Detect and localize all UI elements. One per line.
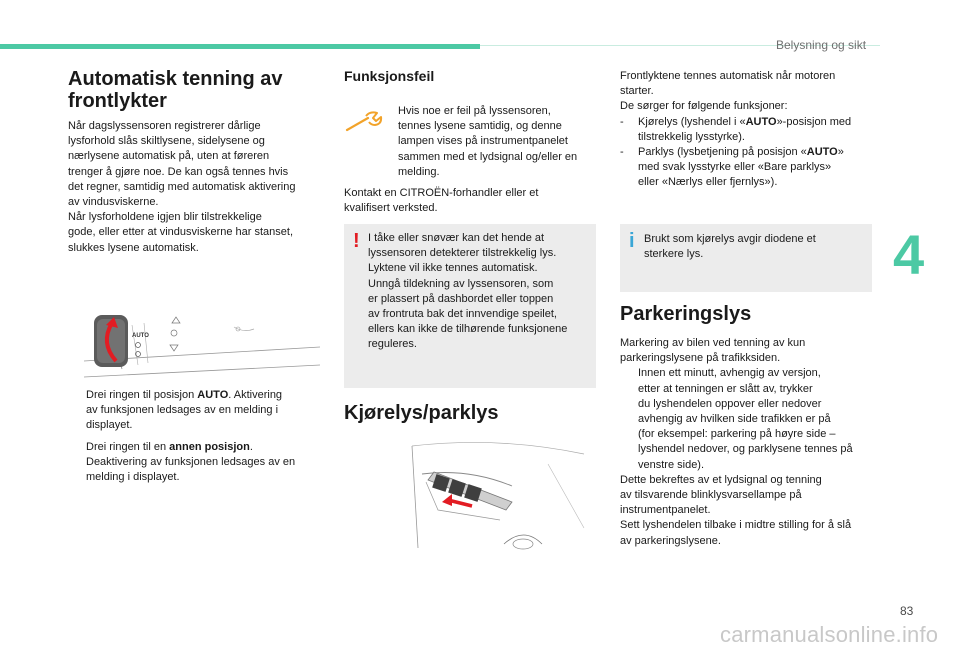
headlamp-illustration xyxy=(408,440,588,552)
text-line: av frontruta bak det innvendige speilet, xyxy=(368,308,557,321)
text-line: Når dagslyssensoren registrerer dårlige xyxy=(68,120,261,132)
text-line: parkeringslysene på trafikksiden. xyxy=(620,352,781,365)
text-line: med svak lysstyrke eller «Bare parklys» xyxy=(638,161,832,174)
text-line: starter. xyxy=(620,85,654,98)
text-line: Deaktivering av funksjonen ledsages av en xyxy=(86,456,296,469)
text-line: av parkeringslysene. xyxy=(620,534,721,547)
text-line: Hvis noe er feil på lyssensoren, xyxy=(398,105,551,117)
text-fragment: Kjørelys (lyshendel i « xyxy=(638,115,746,128)
text-line xyxy=(638,115,876,130)
text-line: trenger å gjøre noe. De kan også tennes hvis xyxy=(68,165,289,178)
text-line: du lyshendelen oppover eller nedover xyxy=(638,397,822,410)
text-fragment: » xyxy=(837,146,844,159)
text-line: (for eksempel: parkering på høyre side – xyxy=(638,428,836,441)
chapter-number: 4 xyxy=(893,223,925,286)
text-emphasis: AUTO xyxy=(197,389,229,401)
text-line xyxy=(86,388,328,403)
warning-text xyxy=(368,231,592,353)
text-line: Lyktene vil ikke tennes automatisk. xyxy=(368,262,538,275)
text-fragment: Parklys (lysbetjening på posisjon « xyxy=(638,146,807,159)
headlamp-drawing xyxy=(408,440,588,552)
bullet-other-position xyxy=(68,440,328,488)
dash-mark: - xyxy=(620,115,624,128)
title-line: frontlykter xyxy=(68,90,167,112)
text-line xyxy=(86,440,328,455)
text-line: displayet. xyxy=(86,419,133,432)
text-line xyxy=(638,145,876,160)
watermark: carmanualsonline.info xyxy=(720,622,939,647)
text-line: tennes lysene samtidig, og denne xyxy=(398,120,562,133)
fault-paragraph xyxy=(398,104,598,180)
text-line: av vindusviskerne. xyxy=(68,196,159,209)
text-line: Sett lyshendelen tilbake i midtre stilling for å slå xyxy=(620,519,852,532)
text-line: gode, eller etter at vindusviskerne har stanset, xyxy=(68,226,294,239)
text-line: Kontakt en CITROËN-forhandler eller et xyxy=(344,187,539,199)
warning-box xyxy=(344,224,596,388)
light-stalk-illustration xyxy=(84,303,324,383)
text-emphasis: AUTO xyxy=(745,115,777,128)
text-line: av funksjonen ledsages av en melding i xyxy=(86,404,279,417)
dash-mark: - xyxy=(620,146,624,159)
text-line: Innen ett minutt, avhengig av versjon, xyxy=(638,367,821,380)
text-fragment: Drei ringen til en xyxy=(86,441,170,453)
function-item-parking xyxy=(620,145,876,191)
text-line: Dette bekreftes av et lydsignal og tenning xyxy=(620,473,822,486)
section-title: Belysning og sikt xyxy=(776,38,867,52)
text-line: sammen med et lydsignal og/eller en xyxy=(398,150,578,163)
warning-icon: ! xyxy=(353,230,360,252)
title-line: Automatisk tenning av xyxy=(68,68,283,90)
text-line: tilstrekkelig lysstyrke). xyxy=(638,130,745,143)
title-daytime-lights: Kjørelys/parklys xyxy=(344,402,499,424)
text-line: Unngå tildekning av lyssensoren, som xyxy=(368,277,554,290)
text-line: Frontlyktene tennes automatisk når motoren xyxy=(620,70,836,82)
text-line: ellers kan ikke de tilhørende funksjonene xyxy=(368,323,568,336)
text-line: sterkere lys. xyxy=(644,248,704,261)
text-line: melding. xyxy=(398,165,440,178)
text-line: er plassert på dashbordet eller toppen xyxy=(368,292,554,305)
bullet-auto xyxy=(68,388,328,436)
text-fragment: . Aktivering xyxy=(228,389,283,401)
title-malfunction: Funksjonsfeil xyxy=(344,68,435,84)
text-line: avhengig av hvilken side trafikken er på xyxy=(638,413,831,426)
text-line: I tåke eller snøvær kan det hende at xyxy=(368,232,545,244)
text-line: av tilsvarende blinklysvarsellampe på xyxy=(620,489,802,502)
text-line: etter at tenningen er slått av, trykker xyxy=(638,382,813,395)
text-emphasis: AUTO xyxy=(806,146,838,159)
text-line: lyssensoren detekterer tilstrekkelig lys. xyxy=(368,247,557,260)
info-text xyxy=(644,232,868,262)
parking-bullet xyxy=(620,366,880,472)
text-line: slukkes lysene automatisk. xyxy=(68,241,199,254)
light-stalk-drawing xyxy=(84,303,324,383)
contact-paragraph xyxy=(344,186,596,216)
title-parking-lights: Parkeringslys xyxy=(620,303,752,325)
text-line: venstre side). xyxy=(638,458,705,471)
title-auto-headlamps xyxy=(68,68,282,112)
text-line: det regner, samtidig med automatisk aktivering xyxy=(68,180,296,193)
text-emphasis: annen posisjon xyxy=(169,441,250,453)
info-box xyxy=(620,224,872,292)
function-item-daytime xyxy=(620,115,876,145)
text-line: Markering av bilen ved tenning av kun xyxy=(620,337,806,349)
page-number: 83 xyxy=(900,604,914,618)
wrench-icon xyxy=(344,110,384,134)
intro-paragraph xyxy=(68,119,328,256)
stalk-auto-label: AUTO xyxy=(132,333,149,339)
drl-intro xyxy=(620,69,876,191)
text-fragment: . xyxy=(249,441,253,453)
text-line: instrumentpanelet. xyxy=(620,504,711,517)
text-line: melding i displayet. xyxy=(86,471,180,484)
text-line: eller «Nærlys eller fjernlys»). xyxy=(638,176,778,189)
text-line: Brukt som kjørelys avgir diodene et xyxy=(644,233,816,245)
parking-paragraph xyxy=(620,336,880,549)
text-line: De sørger for følgende funksjoner: xyxy=(620,100,788,113)
text-line: lyshendel nedover, og parklysene tennes på xyxy=(638,443,853,456)
text-line: nærlysene automatisk på, uten at føreren xyxy=(68,150,270,163)
info-icon: i xyxy=(629,230,635,252)
text-fragment: »-posisjon med xyxy=(776,115,852,128)
text-line: reguleres. xyxy=(368,338,417,351)
text-line: Når lysforholdene igjen blir tilstrekkelige xyxy=(68,211,262,224)
text-fragment: Drei ringen til posisjon xyxy=(86,389,198,401)
header-accent-bar xyxy=(0,44,480,49)
text-line: kvalifisert verksted. xyxy=(344,202,438,215)
text-line: lampen vises på instrumentpanelet xyxy=(398,135,568,148)
text-line: lysforhold slås skiltlysene, sidelysene og xyxy=(68,135,265,148)
